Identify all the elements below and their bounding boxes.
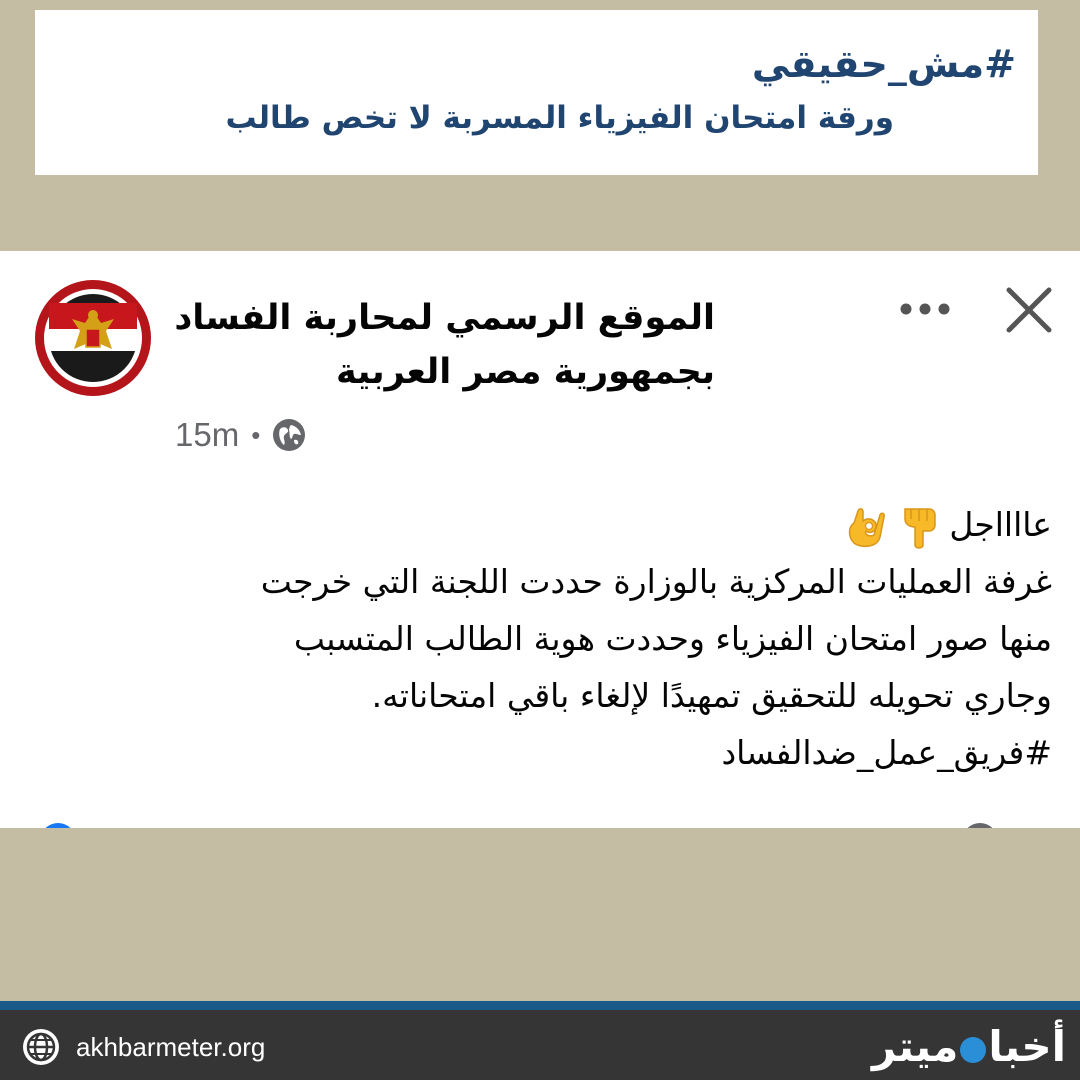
brand-logo-end: ميتر — [872, 1022, 959, 1071]
headline-box — [35, 10, 1038, 175]
page-name-line2: بجمهورية مصر العربية — [335, 352, 715, 392]
brand-logo — [872, 1018, 1066, 1076]
headline-subtitle: ورقة امتحان الفيزياء المسربة لا تخص طالب — [225, 100, 894, 136]
ok-hand-emoji — [844, 503, 888, 551]
reaction-avatar-icon — [962, 823, 998, 828]
brand-logo-start: أخبا — [988, 1022, 1067, 1071]
post-meta — [175, 413, 306, 457]
page-name[interactable] — [75, 291, 715, 399]
footer-bar — [0, 1010, 1080, 1080]
page-name-line1: الموقع الرسمي لمحاربة الفساد — [174, 298, 715, 338]
post-hashtag[interactable]: #فريق_عمل_ضدالفساد — [721, 733, 1052, 772]
post-line-2: غرفة العمليات المركزية بالوزارة حددت اللجنة التي خرجت — [260, 562, 1052, 601]
globe-icon[interactable] — [272, 418, 306, 452]
meta-separator: • — [251, 419, 261, 450]
like-reaction-icon — [40, 823, 76, 828]
post-line-3: منها صور امتحان الفيزياء وحددت هوية الطالب المتسبب — [293, 619, 1052, 658]
point-down-emoji — [899, 503, 939, 551]
post-line-1-text: عااااجل — [949, 505, 1052, 544]
brand-dot-icon — [960, 1037, 986, 1063]
facebook-post-card — [0, 251, 1080, 828]
post-line-4: وجاري تحويله للتحقيق تمهيدًا لإلغاء باقي امتحاناته. — [371, 676, 1052, 715]
website-url[interactable]: akhbarmeter.org — [76, 1032, 266, 1062]
post-time[interactable]: 15m — [175, 416, 240, 453]
footer-stripe — [0, 1001, 1080, 1010]
post-body — [52, 496, 1052, 781]
globe-icon — [22, 1028, 60, 1066]
close-icon[interactable] — [1000, 281, 1058, 339]
post-line-1 — [52, 496, 1052, 553]
headline-hashtag: #مش_حقيقي — [751, 42, 1016, 86]
more-options-icon[interactable] — [896, 295, 954, 323]
